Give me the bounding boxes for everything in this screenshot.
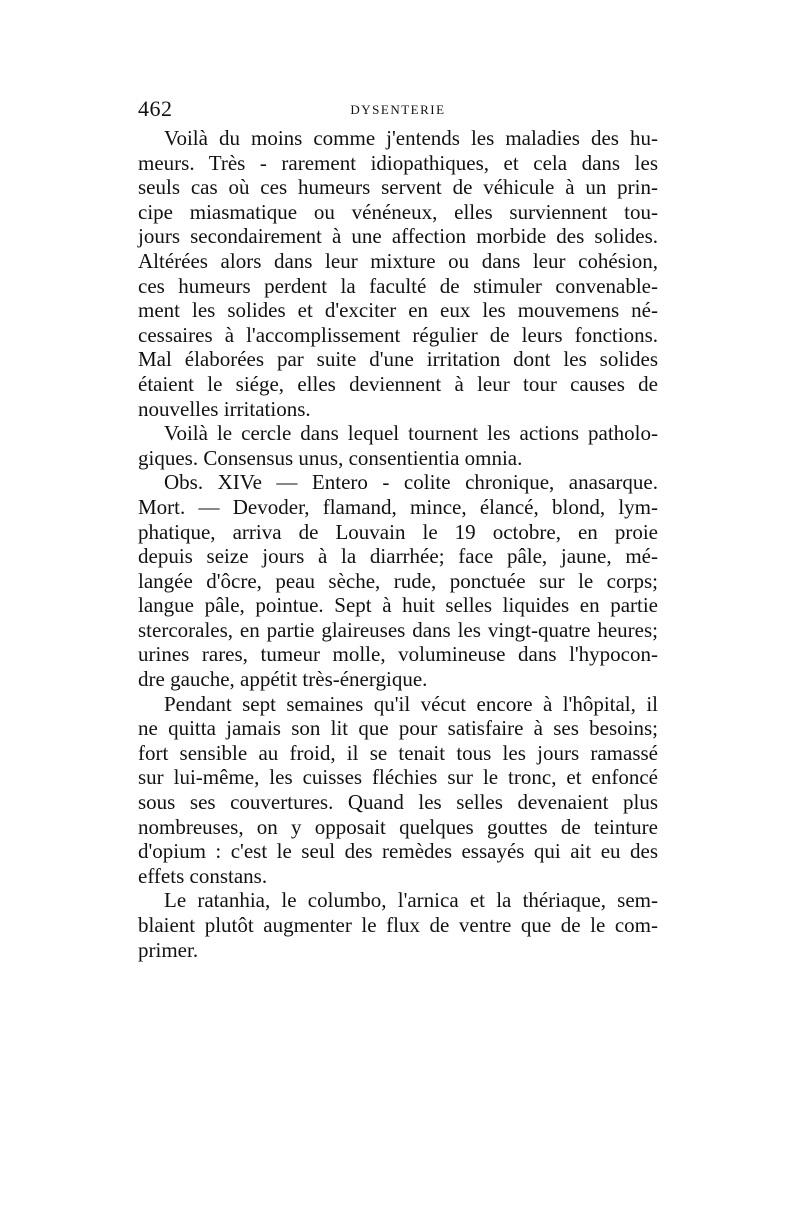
text-line: Pendant sept semaines qu'il vécut encore à l'hôpital, il [164,691,658,716]
text-line: Mort. — Devoder, flamand, mince, élancé, blond, lym- [138,494,658,519]
text-line: jours secondairement à une affection morbide des solides. [138,224,658,249]
text-line: stercorales, en partie glaireuses dans les vingt-quatre heures; [138,617,658,642]
text-line: ne quitta jamais son lit que pour satisfaire à ses besoins; [138,716,658,741]
text-line: meurs. Très - rarement idiopathiques, et cela dans les [138,150,658,175]
text-line: Voilà le cercle dans lequel tournent les actions patholo- [164,421,658,446]
text-line: seuls cas où ces humeurs servent de véhicule à un prin- [138,175,658,200]
text-line: giques. Consensus unus, consentientia omnia. [138,445,523,470]
text-line: primer. [138,937,199,962]
text-line: fort sensible au froid, il se tenait tous les jours ramassé [138,740,658,765]
text-line: Voilà du moins comme j'entends les maladies des hu- [164,126,658,150]
text-line: blaient plutôt augmenter le flux de ventre que de le com- [138,913,658,937]
running-title: DYSENTERIE [350,102,446,117]
text-line: Mal élaborées par suite d'une irritation dont les solides [138,347,658,372]
page-number: 462 [138,96,173,121]
text-line: nouvelles irritations. [138,396,311,421]
text-line: Obs. XIVe — Entero - colite chronique, anasarque. [164,470,658,495]
text-line: Le ratanhia, le columbo, l'arnica et la thériaque, sem- [164,888,658,913]
text-line: étaient le siége, elles deviennent à leur tour causes de [138,371,658,396]
text-line: cipe miasmatique ou vénéneux, elles surviennent tou- [138,199,658,224]
text-line: langée d'ôcre, peau sèche, rude, ponctuée sur le corps; [138,568,658,593]
text-line: ces humeurs perdent la faculté de stimuler convenable- [138,273,658,298]
text-line: urines rares, tumeur molle, volumineuse dans l'hypocon- [138,642,658,667]
page-header [138,96,658,126]
text-line: sous ses couvertures. Quand les selles devenaient plus [138,790,658,815]
text-line: d'opium : c'est le seul des remèdes essayés qui ait eu des [138,839,658,864]
text-line: effets constans. [138,863,268,888]
text-line: nombreuses, on y opposait quelques gouttes de teinture [138,814,658,839]
body-text [138,126,658,962]
text-line: ment les solides et d'exciter en eux les mouvemens né- [138,298,658,323]
text-line: sur lui-même, les cuisses fléchies sur le tronc, et enfoncé [138,765,658,790]
text-line: langue pâle, pointue. Sept à huit selles liquides en partie [138,593,658,618]
text-line: dre gauche, appétit très-énergique. [138,667,428,692]
text-line: depuis seize jours à la diarrhée; face pâle, jaune, mé- [138,544,658,569]
book-page [138,96,658,962]
text-line: cessaires à l'accomplissement régulier de leurs fonctions. [138,322,658,347]
text-line: phatique, arriva de Louvain le 19 octobre, en proie [138,519,658,544]
text-line: Altérées alors dans leur mixture ou dans leur cohésion, [138,248,658,273]
